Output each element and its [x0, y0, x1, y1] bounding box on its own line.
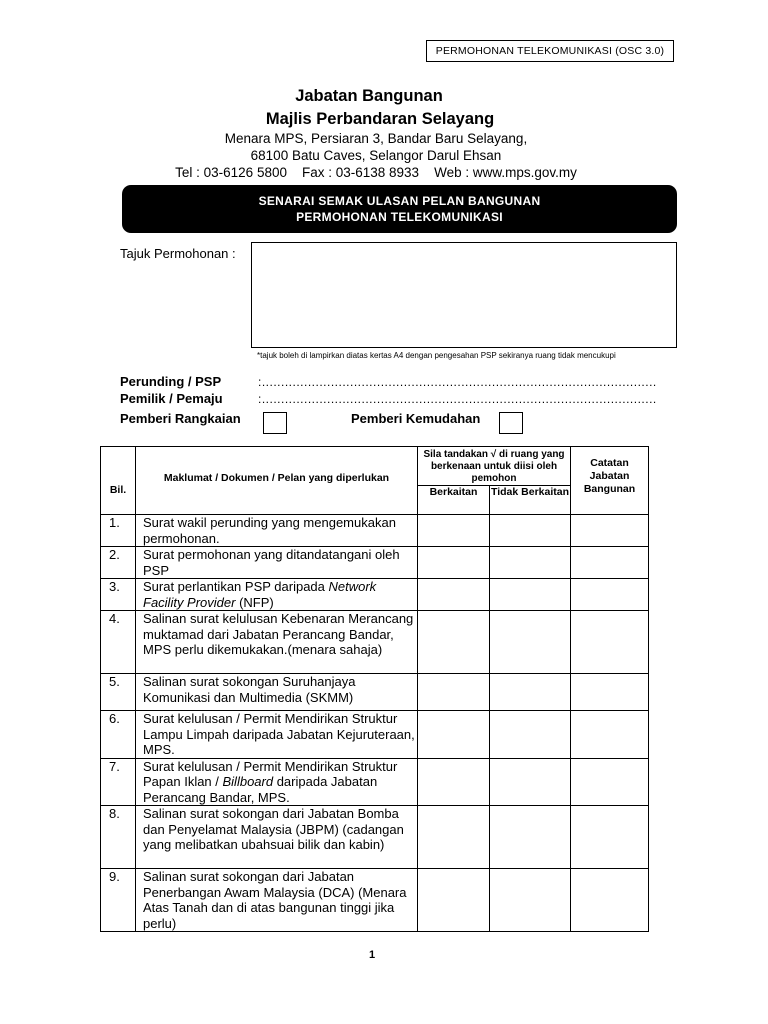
- relevant-cell[interactable]: [418, 611, 490, 674]
- header-item: Maklumat / Dokumen / Pelan yang diperlukan: [136, 447, 418, 515]
- contact-line: Tel : 03-6126 5800 Fax : 03-6138 8933 Web : www.mps.gov.my: [175, 165, 577, 180]
- table-row: [101, 806, 649, 869]
- header-relevant: Berkaitan: [418, 486, 490, 515]
- table-row: [101, 758, 649, 806]
- row-description: [136, 579, 418, 611]
- remarks-cell[interactable]: [571, 579, 649, 611]
- not-relevant-cell[interactable]: [490, 579, 571, 611]
- not-relevant-cell[interactable]: [490, 711, 571, 759]
- not-relevant-cell[interactable]: [490, 806, 571, 869]
- table-row: [101, 611, 649, 674]
- row-text-part: Surat kelulusan / Permit Mendirikan Struktur Papan Iklan /: [143, 758, 398, 789]
- not-relevant-cell[interactable]: [490, 611, 571, 674]
- row-description: Salinan surat kelulusan Kebenaran Merancang muktamad dari Jabatan Perancang Bandar, MPS perlu dikemukakan.(menara sahaja): [136, 611, 418, 674]
- row-description: [136, 758, 418, 806]
- application-title-label: Tajuk Permohonan :: [120, 246, 236, 261]
- row-text-italic: Billboard: [222, 774, 274, 789]
- not-relevant-cell[interactable]: [490, 547, 571, 579]
- form-code-box: PERMOHONAN TELEKOMUNIKASI (OSC 3.0): [426, 40, 674, 62]
- not-relevant-cell[interactable]: [490, 758, 571, 806]
- remarks-cell[interactable]: [571, 611, 649, 674]
- banner-line-2: PERMOHONAN TELEKOMUNIKASI: [296, 210, 503, 224]
- row-description: Surat permohonan yang ditandatangani oleh PSP: [136, 547, 418, 579]
- row-number: 9.: [101, 869, 136, 932]
- row-description: Salinan surat sokongan dari Jabatan Bomba dan Penyelamat Malaysia (JBPM) (cadangan yang melibatkan ubahsuai bilik dan kabin): [136, 806, 418, 869]
- header-instruction: Sila tandakan √ di ruang yang berkenaan untuk diisi oleh pemohon: [418, 447, 571, 486]
- row-text-italic: Network Facility Provider: [143, 579, 377, 610]
- relevant-cell[interactable]: [418, 806, 490, 869]
- row-number: 7.: [101, 758, 136, 806]
- relevant-cell[interactable]: [418, 547, 490, 579]
- owner-label: Pemilik / Pemaju: [120, 391, 223, 406]
- address-line-2: 68100 Batu Caves, Selangor Darul Ehsan: [250, 148, 502, 163]
- header-not-relevant: Tidak Berkaitan: [490, 486, 571, 515]
- table-row: [101, 674, 649, 711]
- facility-provider-label: Pemberi Kemudahan: [351, 411, 481, 426]
- relevant-cell[interactable]: [418, 711, 490, 759]
- document-checklist-table: [100, 446, 649, 932]
- network-provider-label: Pemberi Rangkaian: [120, 411, 241, 426]
- relevant-cell[interactable]: [418, 674, 490, 711]
- not-relevant-cell[interactable]: [490, 869, 571, 932]
- table-row: [101, 869, 649, 932]
- relevant-cell[interactable]: [418, 579, 490, 611]
- remarks-cell[interactable]: [571, 674, 649, 711]
- row-number: 5.: [101, 674, 136, 711]
- remarks-cell[interactable]: [571, 711, 649, 759]
- letterhead: [0, 86, 768, 181]
- remarks-cell[interactable]: [571, 547, 649, 579]
- header-bil: Bil.: [101, 447, 136, 515]
- facility-provider-checkbox[interactable]: [499, 412, 523, 434]
- row-description: Salinan surat sokongan dari Jabatan Penerbangan Awam Malaysia (DCA) (Menara Atas Tanah dan di atas bangunan tinggi jika perlu): [136, 869, 418, 932]
- row-number: 2.: [101, 547, 136, 579]
- header-remarks: Catatan Jabatan Bangunan: [571, 447, 649, 515]
- relevant-cell[interactable]: [418, 515, 490, 547]
- table-row: [101, 711, 649, 759]
- application-title-note: *tajuk boleh di lampirkan diatas kertas A4 dengan pengesahan PSP sekiranya ruang tidak mencukupi: [257, 351, 616, 360]
- table-row: [101, 579, 649, 611]
- address-line-1: Menara MPS, Persiaran 3, Bandar Baru Selayang,: [224, 131, 528, 146]
- row-description: Surat wakil perunding yang mengemukakan permohonan.: [136, 515, 418, 547]
- row-number: 4.: [101, 611, 136, 674]
- consultant-field[interactable]: :.......................................................................................................: [258, 375, 657, 389]
- remarks-cell[interactable]: [571, 869, 649, 932]
- network-provider-checkbox[interactable]: [263, 412, 287, 434]
- consultant-label: Perunding / PSP: [120, 374, 222, 389]
- not-relevant-cell[interactable]: [490, 674, 571, 711]
- relevant-cell[interactable]: [418, 869, 490, 932]
- table-row: [101, 515, 649, 547]
- application-title-field[interactable]: [251, 242, 677, 348]
- council-name: Majlis Perbandaran Selayang: [265, 110, 495, 128]
- row-number: 3.: [101, 579, 136, 611]
- owner-field[interactable]: :.......................................................................................................: [258, 392, 657, 406]
- row-text-part: (NFP): [235, 594, 274, 610]
- table-row: [101, 547, 649, 579]
- row-description: Surat kelulusan / Permit Mendirikan Struktur Lampu Limpah daripada Jabatan Kejuruteraan, MPS.: [136, 711, 418, 759]
- row-description: Salinan surat sokongan Suruhanjaya Komunikasi dan Multimedia (SKMM): [136, 674, 418, 711]
- remarks-cell[interactable]: [571, 806, 649, 869]
- row-number: 8.: [101, 806, 136, 869]
- checklist-title-banner: [122, 185, 677, 233]
- page-number: 1: [368, 949, 376, 961]
- banner-line-1: SENARAI SEMAK ULASAN PELAN BANGUNAN: [258, 194, 541, 208]
- row-number: 1.: [101, 515, 136, 547]
- remarks-cell[interactable]: [571, 758, 649, 806]
- remarks-cell[interactable]: [571, 515, 649, 547]
- not-relevant-cell[interactable]: [490, 515, 571, 547]
- relevant-cell[interactable]: [418, 758, 490, 806]
- row-text-part: daripada Jabatan Perancang Bandar, MPS.: [143, 774, 378, 805]
- department-name: Jabatan Bangunan: [295, 87, 443, 105]
- row-text-part: Surat perlantikan PSP daripada: [143, 579, 329, 594]
- row-number: 6.: [101, 711, 136, 759]
